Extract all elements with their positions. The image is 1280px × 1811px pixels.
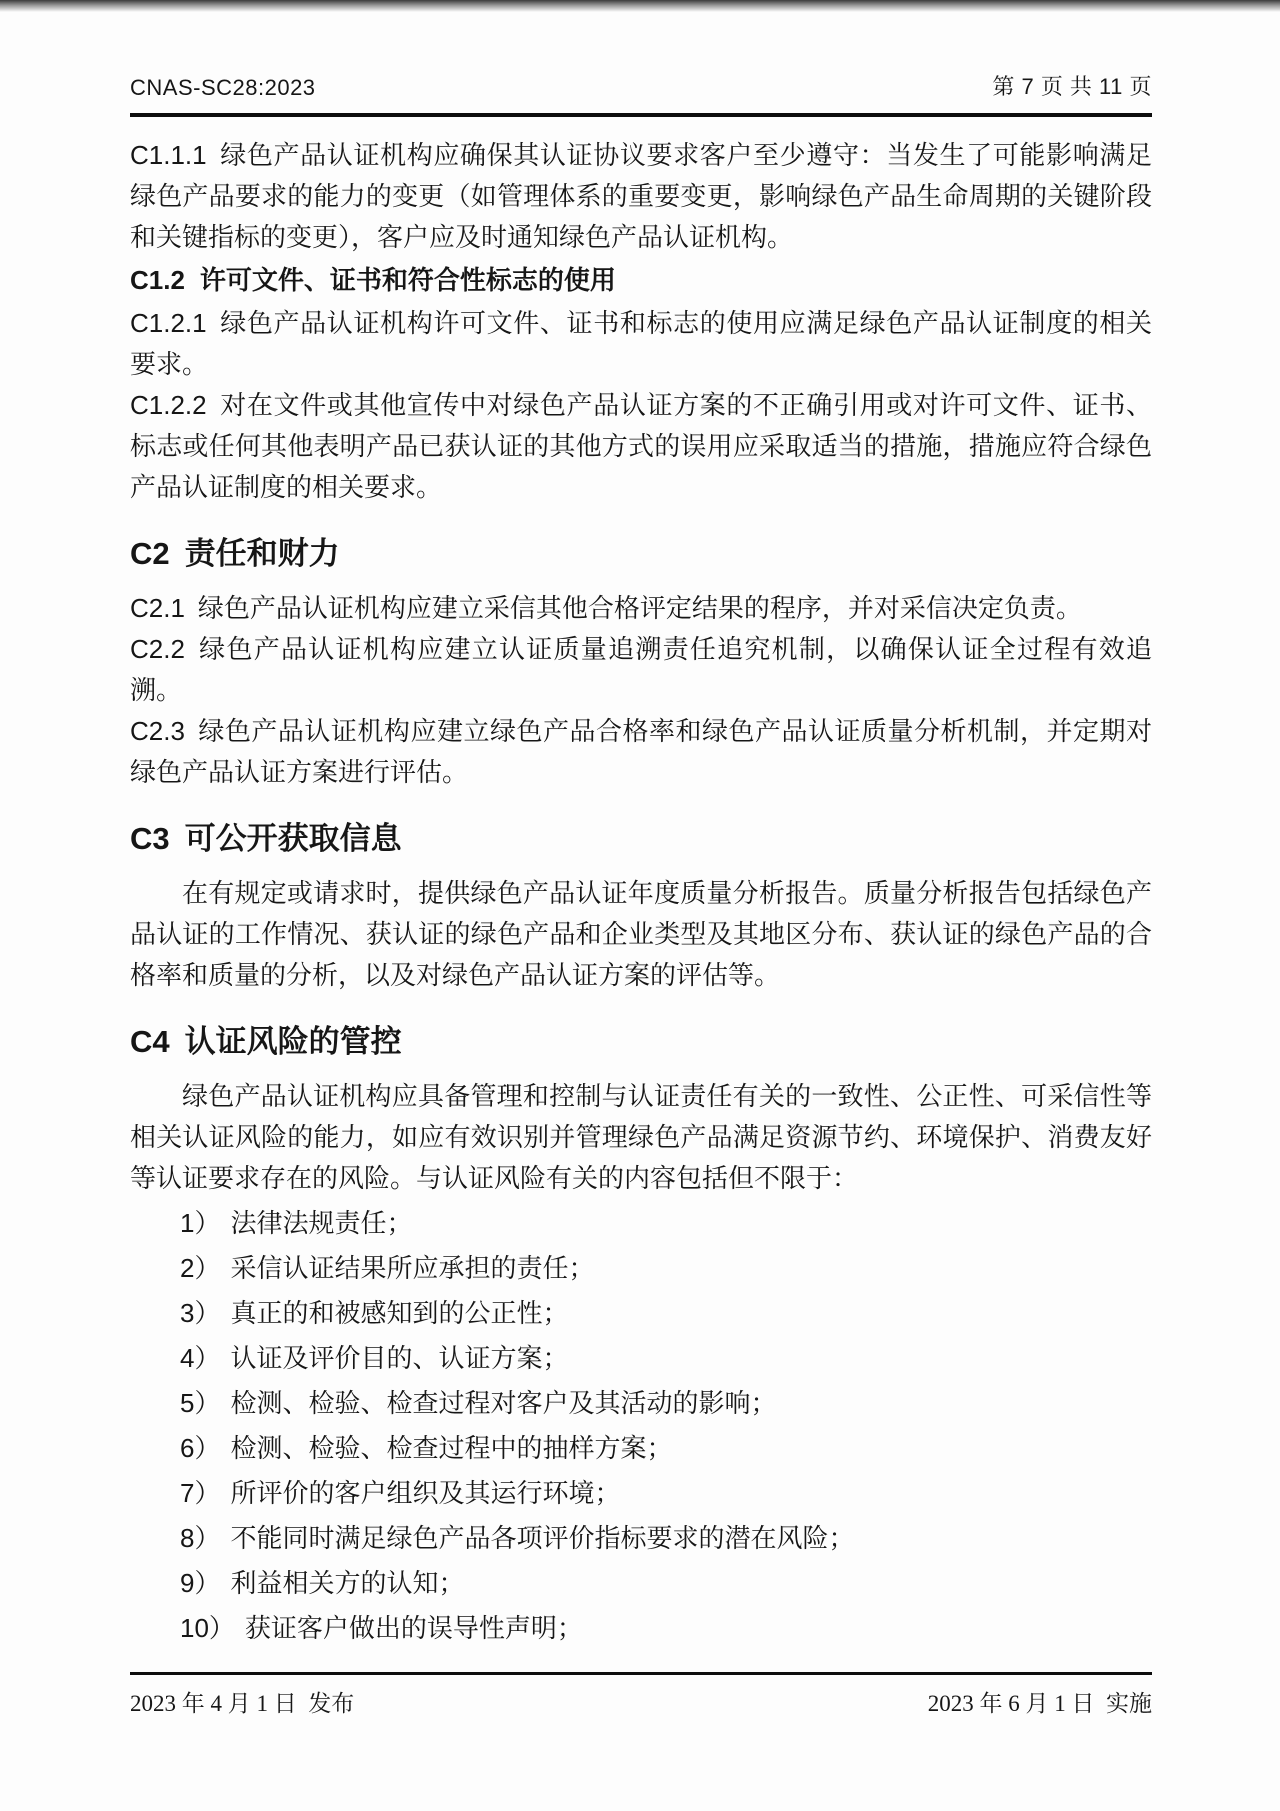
clause-number: C1.1.1 [130,140,207,170]
heading-text: 可公开获取信息 [184,821,402,856]
item-number: 4） [180,1343,221,1373]
item-text: 利益相关方的认知； [230,1569,465,1598]
clause-text: 绿色产品认证机构应确保其认证协议要求客户至少遵守：当发生了可能影响满足绿色产品要求的能力的变更（如管理体系的重要变更，影响绿色产品生命周期的关键阶段和关键指标的变更），客户应及时通知绿色产品认证机构。 [130,141,1152,252]
clause-number: C2 [130,536,170,571]
risk-list-item [130,1561,1152,1606]
paragraph-c1-1-1 [130,135,1152,258]
item-number: 6） [180,1433,221,1463]
paragraph-c2-1 [130,588,1152,629]
item-number: 2） [180,1253,221,1283]
paragraph-c1-2-2 [130,385,1152,508]
item-text: 所评价的客户组织及其运行环境； [230,1479,621,1508]
risk-list [130,1201,1152,1651]
risk-list-item [130,1246,1152,1291]
clause-number: C1.2 [130,265,185,295]
paragraph-c4 [130,1076,1152,1199]
item-number: 10） [180,1613,235,1643]
clause-number: C2.1 [130,593,185,623]
paragraph-c3 [130,873,1152,996]
item-text: 采信认证结果所应承担的责任； [230,1254,595,1283]
page-footer [130,1672,1152,1718]
page-number: 第 7 页 共 11 页 [992,74,1152,99]
clause-number: C2.2 [130,634,185,664]
item-text: 检测、检验、检查过程对客户及其活动的影响； [230,1389,777,1418]
release-date: 2023 年 4 月 1 日 发布 [130,1691,355,1716]
paragraph-c2-3 [130,711,1152,793]
risk-list-item [130,1516,1152,1561]
clause-number: C1.2.2 [130,390,207,420]
heading-text: 责任和财力 [184,536,340,571]
risk-list-item [130,1381,1152,1426]
risk-list-item [130,1606,1152,1651]
clause-number: C4 [130,1024,170,1059]
heading-text: 认证风险的管控 [184,1024,402,1059]
item-number: 3） [180,1298,221,1328]
item-number: 5） [180,1388,221,1418]
clause-number: C2.3 [130,716,185,746]
risk-list-item [130,1201,1152,1246]
implement-date: 2023 年 6 月 1 日 实施 [927,1691,1152,1716]
item-number: 8） [180,1523,221,1553]
risk-list-item [130,1426,1152,1471]
page-header [130,70,1152,117]
item-text: 检测、检验、检查过程中的抽样方案； [230,1434,673,1463]
clause-text: 绿色产品认证机构应建立采信其他合格评定结果的程序，并对采信决定负责。 [197,594,1082,623]
risk-list-item [130,1471,1152,1516]
doc-code: CNAS-SC28:2023 [130,75,316,100]
risk-list-item [130,1291,1152,1336]
clause-text: 在有规定或请求时，提供绿色产品认证年度质量分析报告。质量分析报告包括绿色产品认证的工作情况、获认证的绿色产品和企业类型及其地区分布、获认证的绿色产品的合格率和质量的分析，以及对绿色产品认证方案的评估等。 [130,879,1152,990]
heading-c3 [130,819,1152,859]
item-text: 获证客户做出的误导性声明； [244,1614,583,1643]
heading-c4 [130,1022,1152,1062]
clause-number: C1.2.1 [130,308,207,338]
item-text: 法律法规责任； [230,1209,413,1238]
clause-text: 绿色产品认证机构应具备管理和控制与认证责任有关的一致性、公正性、可采信性等相关认证风险的能力，如应有效识别并管理绿色产品满足资源节约、环境保护、消费友好等认证要求存在的风险。与认证风险有关的内容包括但不限于： [130,1082,1152,1193]
heading-c2 [130,534,1152,574]
item-text: 认证及评价目的、认证方案； [230,1344,569,1373]
heading-text: 许可文件、证书和符合性标志的使用 [199,265,616,295]
risk-list-item [130,1336,1152,1381]
paragraph-c1-2-1 [130,303,1152,385]
clause-text: 绿色产品认证机构许可文件、证书和标志的使用应满足绿色产品认证制度的相关要求。 [130,309,1152,379]
heading-c1-2 [130,260,1152,301]
item-text: 不能同时满足绿色产品各项评价指标要求的潜在风险； [230,1524,855,1553]
clause-text: 绿色产品认证机构应建立认证质量追溯责任追究机制，以确保认证全过程有效追溯。 [130,635,1152,705]
clause-text: 对在文件或其他宣传中对绿色产品认证方案的不正确引用或对许可文件、证书、标志或任何其他表明产品已获认证的其他方式的误用应采取适当的措施，措施应符合绿色产品认证制度的相关要求。 [130,391,1152,502]
clause-number: C3 [130,821,170,856]
scan-top-edge [0,0,1280,12]
paragraph-c2-2 [130,629,1152,711]
item-number: 1） [180,1208,221,1238]
item-number: 7） [180,1478,221,1508]
clause-text: 绿色产品认证机构应建立绿色产品合格率和绿色产品认证质量分析机制，并定期对绿色产品认证方案进行评估。 [130,717,1152,787]
document-body [130,135,1152,1651]
item-text: 真正的和被感知到的公正性； [230,1299,569,1328]
item-number: 9） [180,1568,221,1598]
